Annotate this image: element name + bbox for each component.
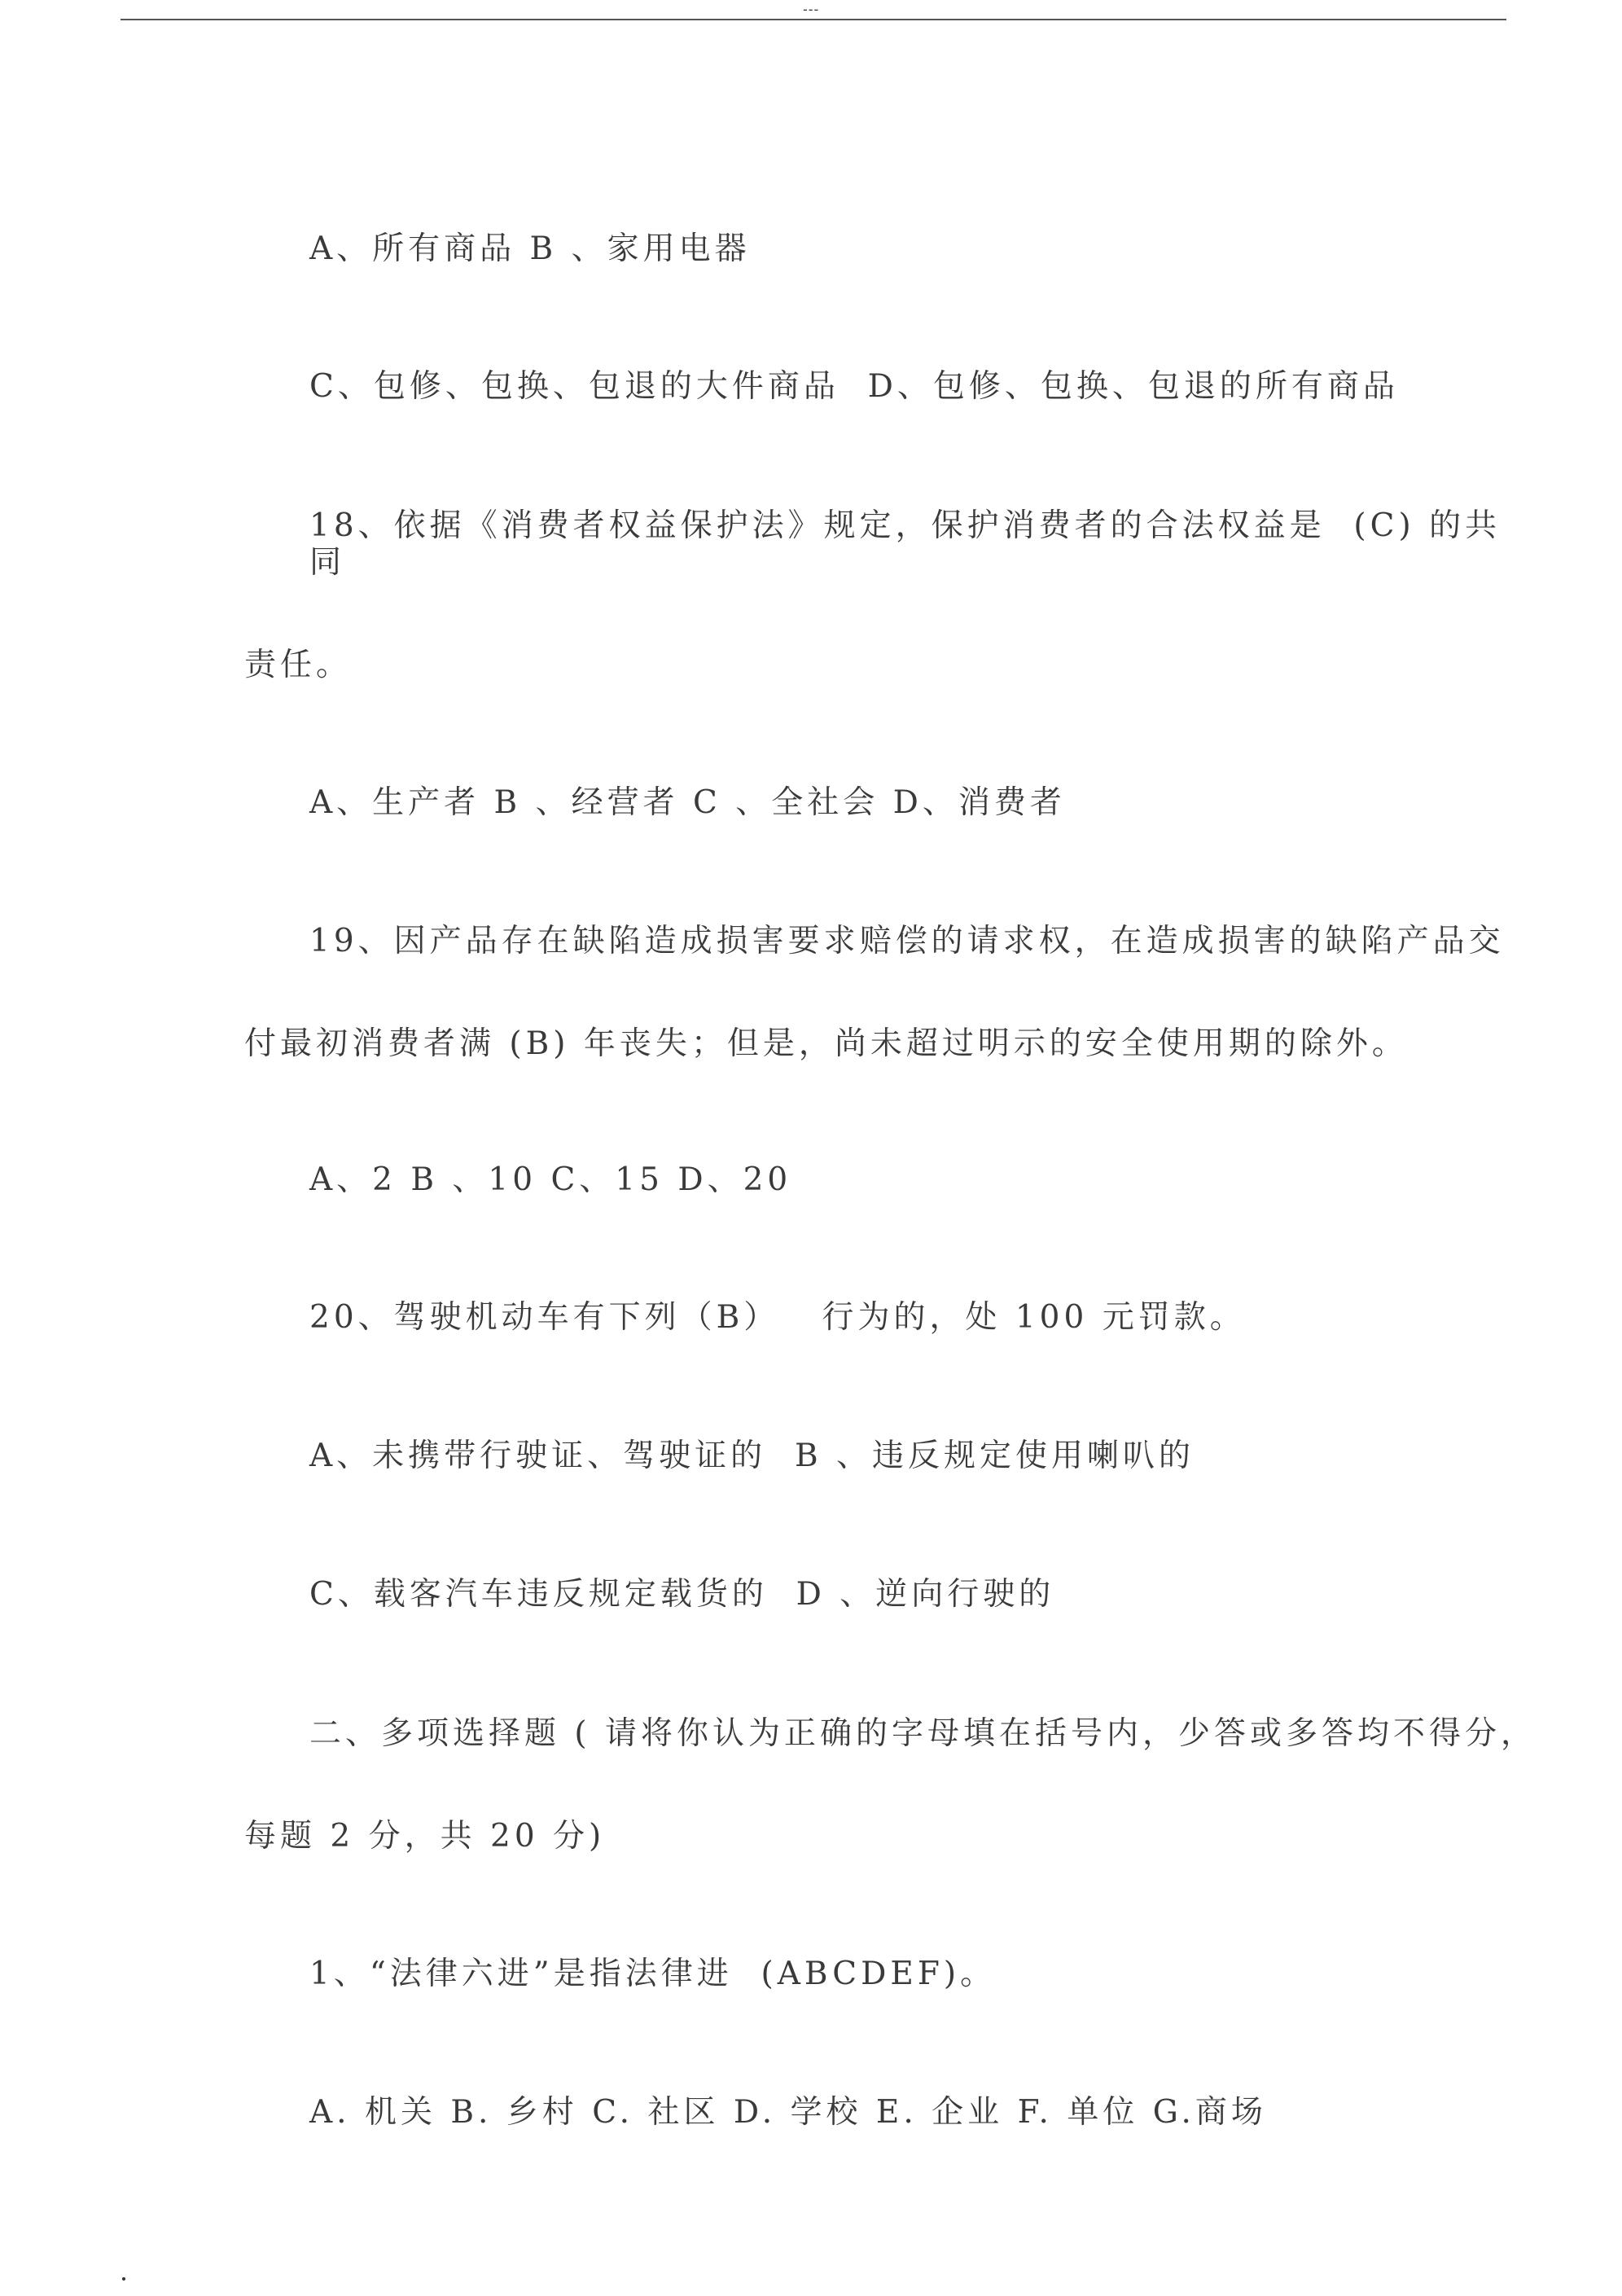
mc-options-1: A. 机关 B. 乡村 C. 社区 D. 学校 E. 企业 F. 单位 G.商场 — [309, 2094, 1267, 2131]
section-heading-cont: 每题 2 分，共 20 分) — [244, 1818, 606, 1855]
option-line-19: A、2 B 、10 C、15 D、20 — [309, 1161, 792, 1198]
option-line-20-ab: A、未携带行驶证、驾驶证的 B 、违反规定使用喇叭的 — [309, 1438, 1195, 1474]
question-20: 20、驾驶机动车有下列（B） 行为的，处 100 元罚款。 — [309, 1299, 1246, 1336]
footer-dot — [122, 2277, 125, 2281]
option-line-17-cd: C、包修、包换、包退的大件商品 D、包修、包换、包退的所有商品 — [309, 368, 1399, 405]
question-19-cont: 付最初消费者满 (B) 年丧失；但是，尚未超过明示的安全使用期的除外。 — [244, 1025, 1408, 1062]
question-18-wrap: 同 — [309, 544, 346, 581]
mc-question-1: 1、“法律六进”是指法律进 (ABCDEF)。 — [309, 1956, 997, 1992]
section-heading-multiple-choice: 二、多项选择题 ( 请将你认为正确的字母填在括号内，少答或多答均不得分， — [309, 1715, 1537, 1752]
option-line-20-cd: C、载客汽车违反规定载货的 D 、逆向行驶的 — [309, 1576, 1055, 1613]
option-line-18: A、生产者 B 、经营者 C 、全社会 D、消费者 — [309, 784, 1066, 821]
header-mark: --- — [803, 2, 820, 17]
question-18: 18、依据《消费者权益保护法》规定，保护消费者的合法权益是 (C) 的共 — [309, 507, 1501, 544]
question-18-cont: 责任。 — [244, 647, 353, 683]
option-line-17-ab: A、所有商品 B 、家用电器 — [309, 230, 751, 267]
question-19: 19、因产品存在缺陷造成损害要求赔偿的请求权，在造成损害的缺陷产品交 — [309, 923, 1505, 959]
header-rule — [121, 19, 1506, 20]
